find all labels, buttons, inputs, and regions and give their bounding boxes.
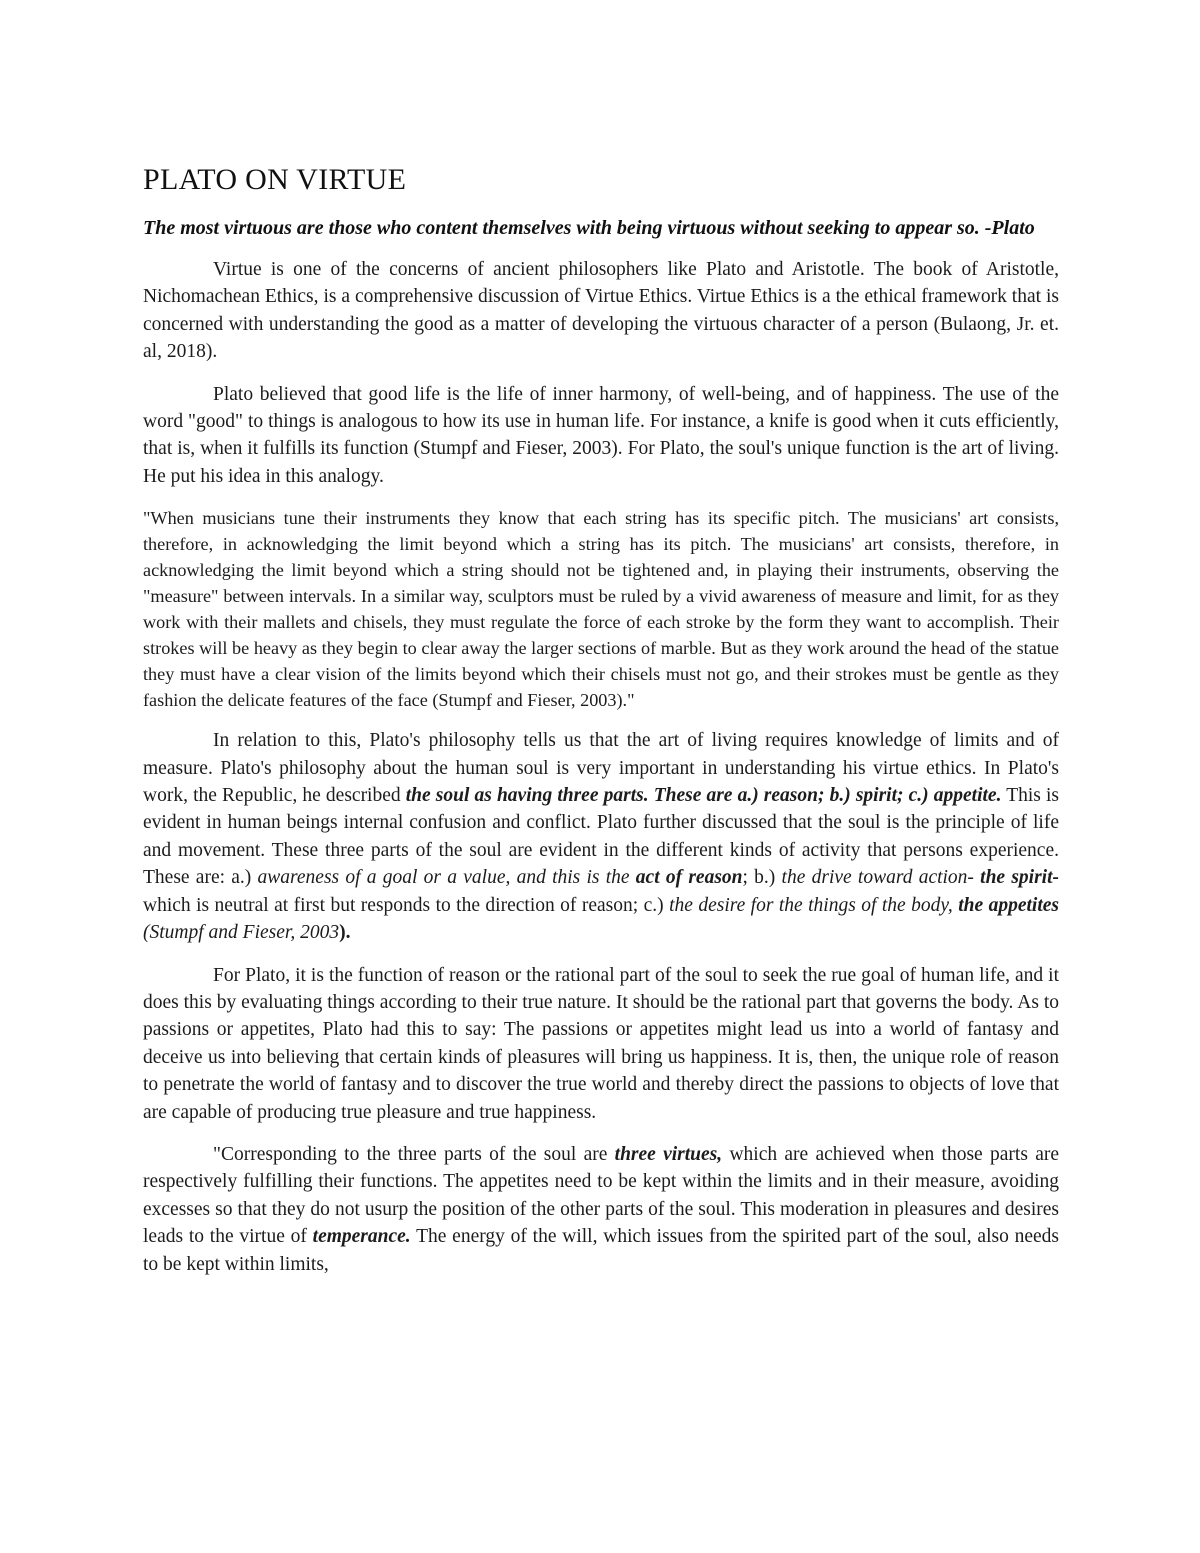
- paragraph-5-text-3: The energy of the will, which issues from the spirited part of the soul, also needs to be kept within limits,: [143, 1226, 1059, 1275]
- paragraph-5-text-1: "Corresponding to the three parts of the soul are: [213, 1143, 615, 1165]
- paragraph-3-text-2: This is evident in human beings internal confusion and conflict. Plato further discussed that the soul is the principle of life and movement. These three parts of the soul are evident in the different kinds of activity that persons experience. These are: a.): [143, 785, 1059, 889]
- paragraph-1: Virtue is one of the concerns of ancient philosophers like Plato and Aristotle. The book of Aristotle, Nichomachean Ethics, is a comprehensive discussion of Virtue Ethics. Virtue Ethics is a the ethical framework that is concerned with understanding the good as a matter of developing the virtuous character of a person (Bulaong, Jr. et. al, 2018).: [143, 259, 1059, 363]
- citation-close: ).: [339, 922, 351, 944]
- paragraph-5-text-2: which are achieved when those parts are respectively fulfilling their functions. The appetites need to be kept within the limits and in their measure, avoiding excesses so that they do not usurp the position of the other parts of the soul. This moderation in pleasures and desires leads to the virtue of: [143, 1143, 1059, 1248]
- temperance-emphasis: temperance.: [312, 1226, 411, 1248]
- document-body: [143, 160, 1059, 1293]
- paragraph-4: For Plato, it is the function of reason or the rational part of the soul to seek the rue goal of human life, and it does this by evaluating things according to their true nature. It should be the rational part that governs the body. As to passions or appetites, Plato had this to say: The passions or appetites might lead us into a world of fantasy and deceive us into believing that certain kinds of pleasures will bring us happiness. It is, then, the unique role of reason to penetrate the world of fantasy and to discover the true world and thereby direct the passions to objects of love that are capable of producing true pleasure and true happiness.: [143, 964, 1059, 1123]
- three-parts-emphasis: the soul as having three parts. These are a.) reason; b.) spirit; c.) appetite.: [405, 785, 1002, 807]
- paragraph-5: [143, 1141, 1059, 1278]
- act-of-reason-emphasis: act of reason: [635, 867, 743, 889]
- paragraph-3: [143, 727, 1059, 946]
- block-quote: "When musicians tune their instruments they know that each string has its specific pitch. The musicians' art consists, therefore, in acknowledging the limit beyond which a string has its pitch. The musicians' art consists, therefore, in acknowledging the limit beyond which a string should not be tightened and, in playing their instruments, observing the "measure" between intervals. In a similar way, sculptors must be ruled by a vivid awareness of measure and limit, for as they work with their mallets and chisels, they must regulate the force of each stroke by the form they want to accomplish. Their strokes will be heavy as they begin to clear away the larger sections of marble. But as they work around the head of the statue they must have a clear vision of the limits beyond which their chisels must not go, and their strokes must be gentle as they fashion the delicate features of the face (Stumpf and Fieser, 2003).": [143, 508, 1059, 711]
- paragraph-3-text-3: ; b.): [742, 867, 782, 889]
- spirit-emphasis: the spirit-: [980, 867, 1060, 889]
- paragraph-3-text-1: In relation to this, Plato's philosophy tells us that the art of living requires knowledge of limits and of measure. Plato's philosophy about the human soul is very important in understanding his virtue ethics. In Plato's work, the Republic, he described: [143, 730, 1059, 807]
- appetites-emphasis: the appetites: [958, 894, 1060, 916]
- paragraph-3-text-4: which is neutral at first but responds to the direction of reason; c.): [143, 894, 670, 916]
- document-title: PLATO ON VIRTUE: [143, 163, 407, 196]
- paragraph-2: Plato believed that good life is the life of inner harmony, of well-being, and of happiness. The use of the word "good" to things is analogous to how its use in human life. For instance, a knife is good when it cuts efficiently, that is, when it fulfills its function (Stumpf and Fieser, 2003). For Plato, the soul's unique function is the art of living. He put his idea in this analogy.: [143, 383, 1059, 487]
- spirit-description: the drive toward action-: [781, 867, 981, 889]
- citation: (Stumpf and Fieser, 2003: [143, 922, 340, 944]
- reason-description: awareness of a goal or a value, and this is the: [257, 867, 636, 889]
- epigraph: The most virtuous are those who content themselves with being virtuous without seeking to appear so. -Plato: [143, 217, 1035, 239]
- three-virtues-emphasis: three virtues,: [614, 1143, 723, 1165]
- appetite-description: the desire for the things of the body,: [669, 894, 959, 916]
